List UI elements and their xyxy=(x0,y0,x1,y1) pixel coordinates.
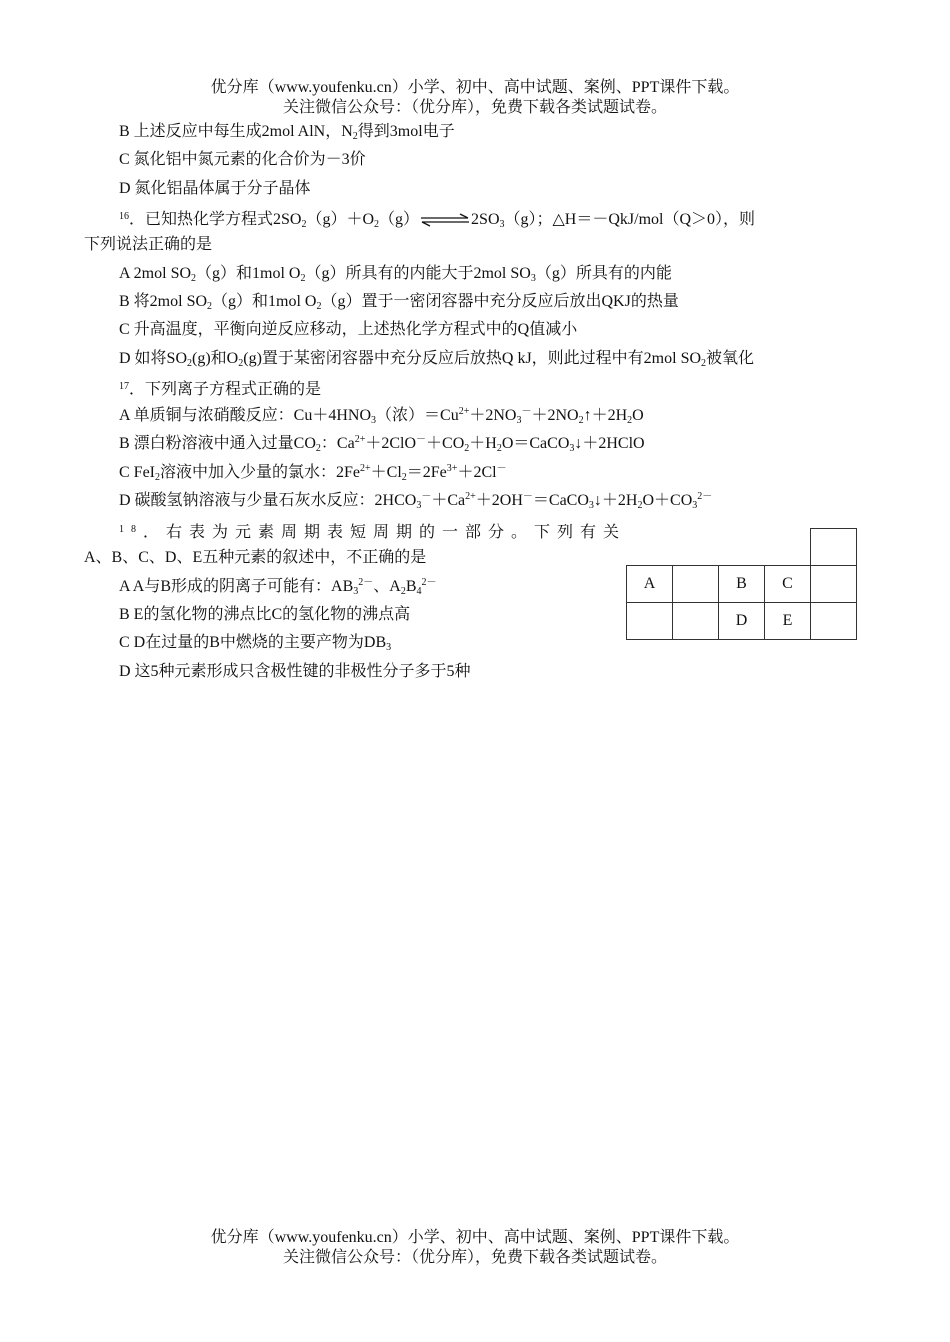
q18-option-c: C D在过量的B中燃烧的主要产物为$DB_3$ xyxy=(119,634,392,653)
q18-option-a: A A与B形成的阴离子可能有：$AB_3^{2-}$、$A_2B_4^{2-}$ xyxy=(119,577,437,597)
q17-option-a: A 单质铜与浓硝酸反应：$Cu+4HNO_3$（浓）$=Cu^{2+}+2NO_3^-+2NO_2↑+2H_2O$ xyxy=(119,406,644,426)
q17-stem: $^{17}$．下列离子方程式正确的是 xyxy=(119,381,322,398)
q17-number: 17 xyxy=(119,381,129,392)
element-cell-a: A xyxy=(627,566,673,603)
table-cell xyxy=(673,566,719,603)
q18-option-b: B E的氢化物的沸点比C的氢化物的沸点高 xyxy=(119,606,411,623)
table-cell xyxy=(765,529,811,566)
table-cell xyxy=(673,529,719,566)
q17-option-c: C FeI$_2$溶液中加入少量的氯水：$2Fe^{2+}+Cl_2=2Fe^{3+}+2Cl^-$ xyxy=(119,463,507,483)
q17-option-d: D 碳酸氢钠溶液与少量石灰水反应：$2HCO_3^-+Ca^{2+}+2OH^-=CaCO_3↓+2H_2O+CO_3^{2-}$ xyxy=(119,491,713,511)
q16-number: 16 xyxy=(119,211,129,222)
element-cell-e: E xyxy=(765,603,811,640)
periodic-table-fragment xyxy=(626,528,857,640)
table-cell xyxy=(627,529,673,566)
element-cell-c: C xyxy=(765,566,811,603)
table-cell xyxy=(673,603,719,640)
table-row xyxy=(627,603,857,640)
equilibrium-arrow-icon xyxy=(420,213,470,227)
q16-option-a: A 2mol $SO_2(g)$和1mol $O_2(g)$所具有的内能大于2mol $SO_3(g)$所具有的内能 xyxy=(119,265,672,284)
table-cell xyxy=(811,566,857,603)
element-cell-b: B xyxy=(719,566,765,603)
q18-option-d: D 这5种元素形成只含极性键的非极性分子多于5种 xyxy=(119,663,471,680)
q16-option-c: C 升高温度，平衡向逆反应移动，上述热化学方程式中的Q值减小 xyxy=(119,321,578,338)
q18-stem-continuation: A、B、C、D、E五种元素的叙述中，不正确的是 xyxy=(84,549,427,566)
table-cell xyxy=(719,529,765,566)
q18-number: 18 xyxy=(119,524,143,535)
q16-stem-continuation: 下列说法正确的是 xyxy=(84,236,213,253)
table-cell xyxy=(811,529,857,566)
table-cell xyxy=(811,603,857,640)
element-cell-d: D xyxy=(719,603,765,640)
page-footer-line1: 优分库（www.youfenku.cn）小学、初中、高中试题、案例、PPT课件下载。 xyxy=(210,1229,740,1246)
q15-option-b: B 上述反应中每生成2mol AlN，$N_2$得到3mol电子 xyxy=(119,123,455,142)
q18-stem: $^{18}$．右表为元素周期表短周期的一部分。下列有关 xyxy=(119,524,627,541)
table-cell xyxy=(627,603,673,640)
q16-stem: $^{16}$．已知热化学方程式$2SO_2(g)+O_2(g)$ $2SO_3(g)$；△H＝－QkJ/mol（Q＞0），则 xyxy=(119,211,756,230)
q16-option-d: D 如将$SO_2(g)$和$O_2(g)$置于某密闭容器中充分反应后放热Q kJ，则此过程中有2mol $SO_2$被氧化 xyxy=(119,350,755,369)
page-footer-line2: 关注微信公众号：（优分库），免费下载各类试题试卷。 xyxy=(282,1249,667,1266)
table-row xyxy=(627,566,857,603)
q15-option-c: C 氮化铝中氮元素的化合价为－3价 xyxy=(119,151,366,168)
table-row xyxy=(627,529,857,566)
q17-option-b: B 漂白粉溶液中通入过量$CO_2$：$Ca^{2+}+2ClO^-+CO_2+H_2O=CaCO_3↓+2HClO$ xyxy=(119,434,645,454)
q15-option-d: D 氮化铝晶体属于分子晶体 xyxy=(119,180,311,197)
page-header-line1: 优分库（www.youfenku.cn）小学、初中、高中试题、案例、PPT课件下载。 xyxy=(210,79,740,96)
q16-option-b: B 将2mol $SO_2(g)$和1mol $O_2(g)$置于一密闭容器中充分反应后放出QKJ的热量 xyxy=(119,293,679,312)
page-header-line2: 关注微信公众号：（优分库），免费下载各类试题试卷。 xyxy=(282,99,667,116)
